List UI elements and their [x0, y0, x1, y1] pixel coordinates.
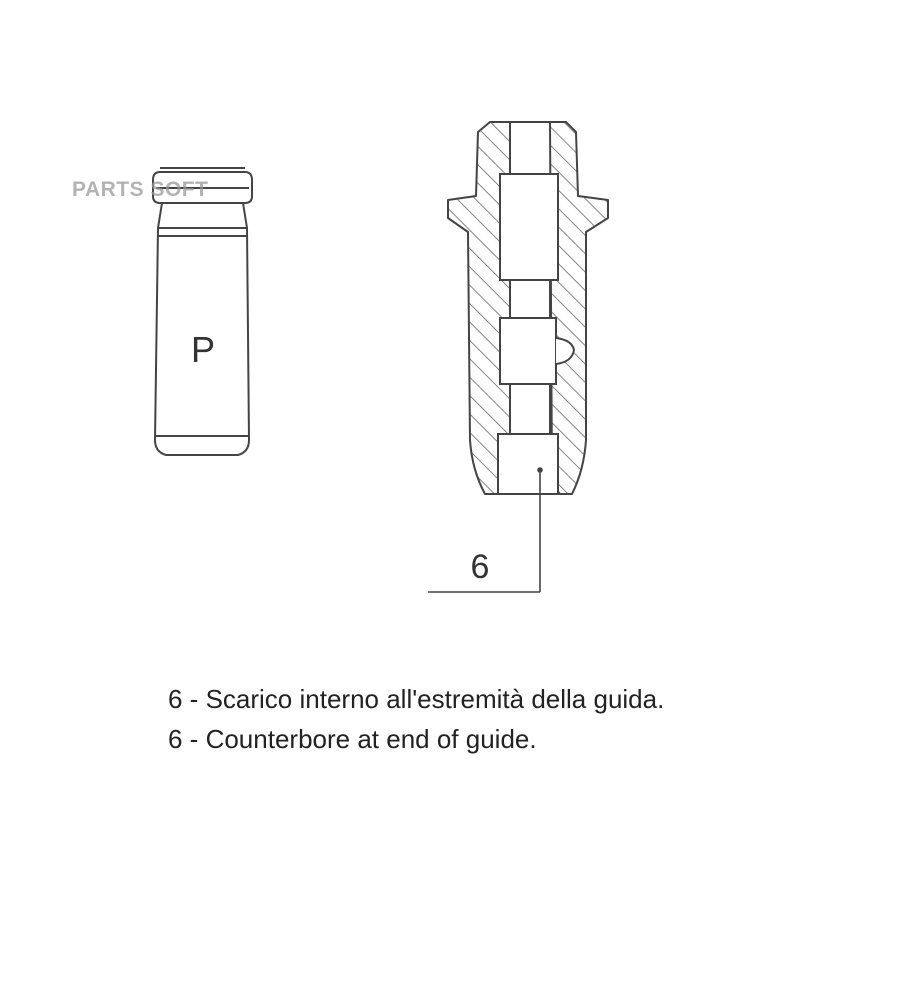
watermark: PARTS SOFT	[72, 178, 209, 201]
note-italian: 6 - Scarico interno all'estremità della guida.	[168, 684, 665, 714]
note-english: 6 - Counterbore at end of guide.	[168, 724, 537, 754]
bore-upper-chamber	[500, 174, 558, 280]
counterbore-chamber	[498, 434, 558, 494]
bore-middle-chamber	[500, 318, 556, 384]
valve-guide-section-view	[428, 122, 608, 592]
guide-neck	[158, 203, 247, 228]
valve-guide-external-view	[153, 168, 252, 455]
callout-number: 6	[470, 548, 490, 586]
part-marking-label: P	[190, 329, 216, 370]
